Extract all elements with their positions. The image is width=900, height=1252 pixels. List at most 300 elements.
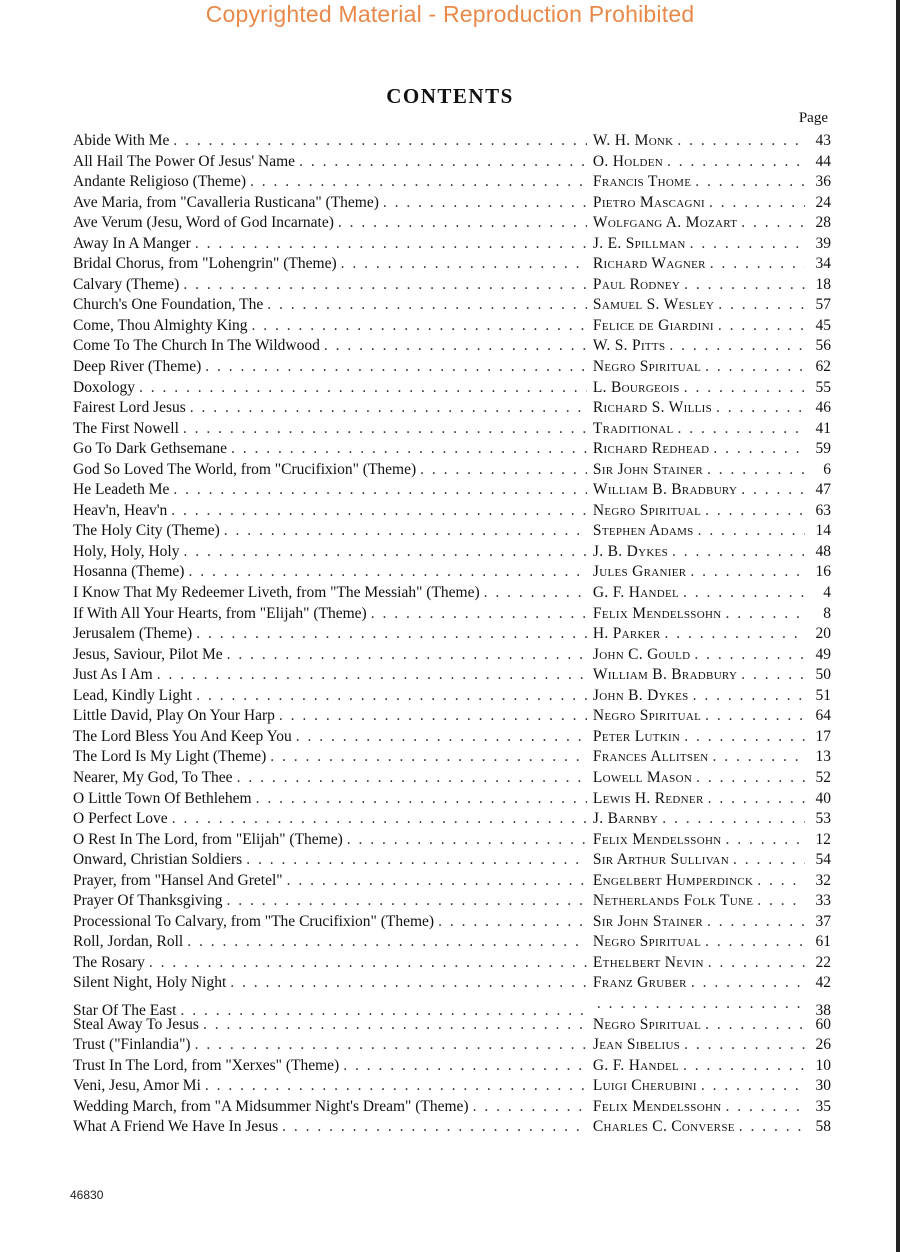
- toc-entry: [73, 1035, 831, 1056]
- entry-title-cell: [73, 1056, 587, 1077]
- entry-title-cell: [73, 213, 587, 234]
- entry-title-cell: [73, 706, 587, 727]
- entry-title: O Little Town Of Bethlehem: [73, 789, 252, 807]
- entry-composer-cell: [587, 665, 805, 686]
- entry-composer: Negro Spiritual: [592, 358, 702, 376]
- dot-leader: [278, 1117, 587, 1138]
- toc-entry: [73, 1076, 831, 1097]
- entry-composer-cell: [587, 460, 805, 481]
- dot-leader: [227, 439, 587, 460]
- toc-entry: [73, 398, 831, 419]
- entry-composer-cell: [587, 768, 805, 789]
- entry-composer: Jean Sibelius: [592, 1036, 681, 1054]
- toc-entry: [73, 275, 831, 296]
- entry-title: The Lord Is My Light (Theme): [73, 748, 267, 766]
- entry-title: Little David, Play On Your Harp: [73, 707, 275, 725]
- entry-composer-cell: [587, 891, 805, 912]
- toc-entry: [73, 994, 832, 1019]
- dot-leader: [679, 583, 805, 604]
- entry-composer-cell: [587, 562, 805, 583]
- dot-leader: [701, 1015, 805, 1036]
- entry-page-number: 49: [815, 645, 832, 663]
- toc-entry: [73, 850, 831, 871]
- entry-composer-cell: [587, 912, 805, 933]
- entry-composer-cell: [587, 336, 805, 357]
- entry-composer-cell: [587, 254, 805, 275]
- dot-leader: [343, 830, 587, 851]
- dot-leader: [721, 830, 805, 851]
- dot-leader: [179, 275, 587, 296]
- dot-leader: [668, 542, 805, 563]
- entry-composer: G. F. Handel: [592, 584, 680, 602]
- entry-title-cell: [73, 953, 587, 974]
- entry-title: Fairest Lord Jesus: [73, 399, 186, 417]
- entry-composer-cell: [587, 1035, 805, 1056]
- dot-leader: [295, 152, 587, 173]
- entry-composer-cell: [587, 521, 805, 542]
- dot-leader: [674, 419, 806, 440]
- entry-page-number: 20: [815, 625, 832, 643]
- entry-title: Steal Away To Jesus: [73, 1015, 199, 1033]
- entry-composer-cell: [587, 480, 805, 501]
- toc-entry: [73, 542, 831, 563]
- entry-page-number: 24: [815, 193, 832, 211]
- dot-leader: [737, 213, 805, 234]
- dot-leader: [223, 891, 587, 912]
- toc-entry: [73, 501, 831, 522]
- entry-composer: Sir Arthur Sullivan: [592, 851, 730, 869]
- toc-entry: [73, 583, 831, 604]
- dot-leader: [192, 624, 587, 645]
- dot-leader: [694, 521, 806, 542]
- entry-page-number: 64: [815, 707, 832, 725]
- dot-leader: [703, 912, 805, 933]
- entry-title: Heav'n, Heav'n: [73, 501, 168, 519]
- entry-title: Jerusalem (Theme): [73, 625, 193, 643]
- entry-title: I Know That My Redeemer Liveth, from "The Messiah" (Theme): [73, 584, 480, 602]
- dot-leader: [697, 1076, 805, 1097]
- entry-title-cell: [73, 172, 587, 193]
- entry-title-cell: [73, 193, 587, 214]
- entry-title-cell: [73, 871, 587, 892]
- entry-title-cell: [73, 480, 587, 501]
- entry-page-number: 40: [815, 789, 832, 807]
- entry-page-number: 37: [815, 912, 832, 930]
- entry-page-number: 32: [815, 871, 832, 889]
- entry-composer: Paul Rodney: [592, 275, 681, 293]
- entry-composer-cell: [587, 604, 805, 625]
- entry-composer-cell: [587, 1097, 805, 1118]
- entry-composer: Luigi Cherubini: [592, 1077, 697, 1095]
- toc-entry: [73, 480, 831, 501]
- dot-leader: [242, 850, 587, 871]
- toc-entry: [73, 193, 831, 214]
- entry-composer: Peter Lutkin: [592, 727, 681, 745]
- dot-leader: [186, 398, 587, 419]
- entry-title: Jesus, Saviour, Pilot Me: [73, 645, 223, 663]
- dot-leader: [721, 604, 805, 625]
- entry-title: Lead, Kindly Light: [73, 686, 193, 704]
- dot-leader: [252, 789, 587, 810]
- entry-title-cell: [73, 131, 587, 152]
- entry-composer: Samuel S. Wesley: [592, 296, 715, 314]
- entry-title-cell: [73, 521, 587, 542]
- dot-leader: [469, 1097, 587, 1118]
- entry-page-number: 17: [815, 727, 832, 745]
- entry-composer: O. Holden: [592, 152, 664, 170]
- entry-title: Church's One Foundation, The: [73, 296, 264, 314]
- entry-page-number: 47: [815, 481, 832, 499]
- dot-leader: [135, 378, 587, 399]
- toc-entry: [73, 1097, 831, 1118]
- dot-leader: [712, 398, 805, 419]
- toc-entry: [73, 152, 831, 173]
- entry-title-cell: [73, 275, 587, 296]
- entry-composer: Traditional: [592, 419, 674, 437]
- entry-composer: Frances Allitsen: [592, 748, 709, 766]
- toc-entry: [73, 1117, 831, 1138]
- entry-page-number: 12: [815, 830, 832, 848]
- entry-title: He Leadeth Me: [73, 481, 170, 499]
- entry-composer: John C. Gould: [592, 645, 691, 663]
- dot-leader: [680, 1035, 805, 1056]
- dot-leader: [689, 686, 806, 707]
- entry-title-cell: [73, 973, 587, 994]
- entry-composer: Sir John Stainer: [592, 460, 704, 478]
- toc-entry: [73, 789, 831, 810]
- dot-leader: [416, 460, 587, 481]
- entry-page-number: 50: [815, 666, 832, 684]
- entry-page-number: 44: [815, 152, 832, 170]
- entry-composer-cell: [587, 830, 805, 851]
- entry-composer-cell: [587, 747, 805, 768]
- toc-entry: [73, 439, 831, 460]
- dot-leader: [686, 234, 806, 255]
- dot-leader: [721, 1097, 805, 1118]
- toc-entry: [73, 1056, 831, 1077]
- entry-title-cell: [73, 1035, 587, 1056]
- entry-page-number: 13: [815, 748, 832, 766]
- dot-leader: [220, 521, 587, 542]
- toc-entry: [73, 254, 831, 275]
- dot-leader: [246, 172, 587, 193]
- toc-entry: [73, 871, 831, 892]
- dot-leader: [167, 501, 587, 522]
- entry-title-cell: [73, 604, 587, 625]
- dot-leader: [690, 645, 805, 666]
- dot-leader: [703, 460, 805, 481]
- entry-composer-cell: [587, 172, 805, 193]
- entry-composer: Richard Wagner: [592, 255, 706, 273]
- entry-page-number: 63: [815, 501, 832, 519]
- dot-leader: [709, 439, 805, 460]
- entry-composer-cell: [587, 1056, 805, 1077]
- entry-page-number: 36: [815, 173, 832, 191]
- toc-entry: [73, 624, 831, 645]
- entry-composer-cell: [587, 809, 805, 830]
- entry-title-cell: [73, 152, 587, 173]
- entry-page-number: 56: [815, 337, 832, 355]
- dot-leader: [701, 357, 805, 378]
- entry-composer-cell: [587, 357, 805, 378]
- entry-title: Nearer, My God, To Thee: [73, 768, 233, 786]
- page-edge-border: [896, 0, 900, 1252]
- entry-title: Silent Night, Holy Night: [73, 974, 227, 992]
- entry-composer-cell: [587, 727, 805, 748]
- entry-title: Trust In The Lord, from "Xerxes" (Theme): [73, 1056, 340, 1074]
- entry-composer: J. B. Dykes: [592, 542, 668, 560]
- entry-composer: Ethelbert Nevin: [592, 953, 704, 971]
- entry-title: Star Of The East: [73, 1001, 177, 1019]
- dot-leader: [283, 871, 587, 892]
- entry-composer: Negro Spiritual: [592, 1015, 702, 1033]
- toc-entry: [73, 562, 831, 583]
- entry-page-number: 58: [815, 1118, 832, 1136]
- entry-composer-cell: [587, 645, 805, 666]
- entry-title: Prayer Of Thanksgiving: [73, 892, 223, 910]
- entry-title-cell: [73, 316, 587, 337]
- toc-entry: [73, 316, 831, 337]
- dot-leader: [201, 357, 587, 378]
- toc-entry: [73, 604, 831, 625]
- dot-leader: [663, 152, 805, 173]
- toc-entry: [73, 336, 831, 357]
- entry-composer-cell: [587, 439, 805, 460]
- dot-leader: [687, 973, 805, 994]
- entry-composer: Lewis H. Redner: [592, 789, 704, 807]
- entry-composer: William B. Bradbury: [592, 481, 738, 499]
- toc-entry: [73, 460, 831, 481]
- entry-title-cell: [73, 645, 587, 666]
- dot-leader: [169, 131, 587, 152]
- toc-entry: [73, 419, 831, 440]
- dot-leader: [263, 295, 587, 316]
- toc-entry: [73, 378, 831, 399]
- entry-composer-cell: [587, 501, 805, 522]
- entry-composer-cell: [587, 706, 805, 727]
- dot-leader: [434, 912, 587, 933]
- dot-leader: [753, 871, 805, 892]
- dot-leader: [145, 953, 587, 974]
- entry-page-number: 57: [815, 296, 832, 314]
- entry-title-cell: [73, 727, 587, 748]
- dot-leader: [179, 419, 587, 440]
- table-of-contents: [73, 131, 831, 1138]
- toc-entry: [73, 665, 831, 686]
- toc-entry: [73, 973, 831, 994]
- entry-composer: J. E. Spillman: [592, 234, 686, 252]
- dot-leader: [729, 850, 805, 871]
- entry-title: Bridal Chorus, from "Lohengrin" (Theme): [73, 255, 337, 273]
- entry-title: Trust ("Finlandia"): [73, 1036, 191, 1054]
- entry-title: O Rest In The Lord, from "Elijah" (Theme): [73, 830, 343, 848]
- entry-page-number: 59: [815, 440, 832, 458]
- entry-composer: Pietro Mascagni: [592, 193, 705, 211]
- entry-title: If With All Your Hearts, from "Elijah" (Theme): [73, 604, 367, 622]
- dot-leader: [692, 768, 805, 789]
- entry-composer-cell: [587, 131, 805, 152]
- entry-composer: Negro Spiritual: [592, 501, 702, 519]
- entry-composer: Wolfgang A. Mozart: [592, 214, 738, 232]
- entry-title-cell: [73, 439, 587, 460]
- dot-leader: [680, 378, 806, 399]
- entry-composer: Netherlands Folk Tune: [592, 892, 754, 910]
- toc-entry: [73, 891, 831, 912]
- dot-leader: [379, 193, 587, 214]
- dot-leader: [153, 665, 587, 686]
- entry-title: Ave Verum (Jesu, Word of God Incarnate): [73, 214, 334, 232]
- entry-title-cell: [73, 747, 587, 768]
- entry-title-cell: [73, 809, 587, 830]
- entry-composer-cell: [587, 234, 805, 255]
- entry-page-number: 38: [815, 1001, 832, 1019]
- entry-title-cell: [73, 295, 587, 316]
- entry-title-cell: [73, 1076, 587, 1097]
- dot-leader: [480, 583, 587, 604]
- entry-composer-cell: [587, 275, 805, 296]
- entry-page-number: 14: [815, 522, 832, 540]
- toc-entry: [73, 213, 831, 234]
- entry-title-cell: [73, 398, 587, 419]
- dot-leader: [248, 316, 587, 337]
- entry-page-number: 43: [815, 132, 832, 149]
- entry-page-number: 8: [823, 604, 832, 622]
- entry-page-number: 55: [815, 378, 832, 396]
- dot-leader: [706, 254, 805, 275]
- entry-page-number: 4: [823, 584, 832, 602]
- toc-entry: [73, 830, 831, 851]
- dot-leader: [714, 295, 805, 316]
- dot-leader: [292, 727, 587, 748]
- catalog-number: 46830: [70, 1188, 104, 1202]
- entry-title: Andante Religioso (Theme): [73, 173, 247, 191]
- entry-composer-cell: [587, 973, 805, 994]
- dot-leader: [701, 932, 805, 953]
- entry-title: The First Nowell: [73, 419, 179, 437]
- entry-page-number: 30: [815, 1077, 832, 1095]
- entry-composer-cell: [587, 1117, 805, 1138]
- toc-entry: [73, 686, 831, 707]
- dot-leader: [714, 316, 805, 337]
- entry-composer: W. S. Pitts: [592, 337, 666, 355]
- entry-title-cell: [73, 1097, 587, 1118]
- entry-page-number: 18: [815, 275, 832, 293]
- entry-composer: H. Parker: [592, 625, 661, 643]
- dot-leader: [737, 480, 805, 501]
- entry-title: Go To Dark Gethsemane: [73, 440, 228, 458]
- entry-title-cell: [73, 583, 587, 604]
- entry-composer-cell: [587, 542, 805, 563]
- entry-page-number: 39: [815, 234, 832, 252]
- entry-title-cell: [73, 789, 587, 810]
- dot-leader: [337, 254, 587, 275]
- entry-composer-cell: [587, 1076, 805, 1097]
- entry-composer-cell: [587, 213, 805, 234]
- entry-composer: Francis Thome: [592, 173, 692, 191]
- entry-composer-cell: [587, 378, 805, 399]
- entry-title: The Holy City (Theme): [73, 522, 220, 540]
- entry-composer: Jules Granier: [592, 563, 687, 581]
- dot-leader: [737, 665, 805, 686]
- entry-title-cell: [73, 378, 587, 399]
- dot-leader: [686, 562, 805, 583]
- dot-leader: [191, 1035, 587, 1056]
- entry-title: Doxology: [73, 378, 135, 396]
- entry-title: Abide With Me: [73, 132, 170, 149]
- entry-title-cell: [73, 357, 587, 378]
- entry-page-number: 16: [815, 563, 832, 581]
- dot-leader: [691, 172, 805, 193]
- dot-leader: [180, 542, 587, 563]
- entry-title: The Lord Bless You And Keep You: [73, 727, 292, 745]
- entry-title-cell: [73, 1015, 587, 1036]
- toc-entry: [73, 809, 831, 830]
- dot-leader: [191, 234, 587, 255]
- entry-page-number: 33: [815, 892, 832, 910]
- entry-title: Come, Thou Almighty King: [73, 316, 248, 334]
- entry-page-number: 52: [815, 768, 832, 786]
- entry-composer: Charles C. Converse: [592, 1118, 735, 1136]
- entry-composer: John B. Dykes: [592, 686, 689, 704]
- entry-title: Calvary (Theme): [73, 275, 180, 293]
- dot-leader: [660, 624, 805, 645]
- entry-composer-cell: [587, 994, 805, 1015]
- entry-composer: Felix Mendelssohn: [592, 1097, 722, 1115]
- entry-title-cell: [73, 336, 587, 357]
- entry-title: Come To The Church In The Wildwood: [73, 337, 320, 355]
- dot-leader: [701, 706, 805, 727]
- entry-composer-cell: [587, 583, 805, 604]
- dot-leader: [199, 1015, 587, 1036]
- entry-title-cell: [73, 501, 587, 522]
- entry-title-cell: [73, 234, 587, 255]
- entry-title: The Rosary: [73, 953, 145, 971]
- copyright-watermark: Copyrighted Material - Reproduction Prohibited: [205, 1, 695, 27]
- entry-title-cell: [73, 460, 587, 481]
- dot-leader: [680, 275, 805, 296]
- entry-composer: Felix Mendelssohn: [592, 830, 722, 848]
- entry-composer-cell: [587, 932, 805, 953]
- entry-composer: J. Barnby: [592, 810, 659, 828]
- dot-leader: [701, 501, 805, 522]
- entry-page-number: 34: [815, 255, 832, 273]
- dot-leader: [192, 686, 587, 707]
- entry-composer: Engelbert Humperdinck: [592, 871, 754, 889]
- entry-composer: L. Bourgeois: [592, 378, 680, 396]
- dot-leader: [169, 480, 587, 501]
- entry-page-number: 51: [815, 686, 832, 704]
- entry-composer: Negro Spiritual: [592, 933, 702, 951]
- entry-title-cell: [73, 912, 587, 933]
- dot-leader: [753, 891, 805, 912]
- dot-leader: [673, 131, 805, 152]
- entry-page-number: 6: [823, 460, 832, 478]
- entry-title-cell: [73, 562, 587, 583]
- entry-composer: Sir John Stainer: [592, 912, 704, 930]
- dot-leader: [275, 706, 587, 727]
- entry-page-number: 10: [815, 1056, 832, 1074]
- entry-title: Roll, Jordan, Roll: [73, 933, 184, 951]
- toc-entry: [73, 727, 831, 748]
- entry-page-number: 41: [815, 419, 832, 437]
- entry-composer: William B. Bradbury: [592, 666, 738, 684]
- entry-composer-cell: [587, 419, 805, 440]
- dot-leader: [593, 994, 805, 1015]
- entry-composer: Stephen Adams: [592, 522, 694, 540]
- dot-leader: [709, 747, 806, 768]
- toc-entry: [73, 932, 831, 953]
- entry-title-cell: [73, 768, 587, 789]
